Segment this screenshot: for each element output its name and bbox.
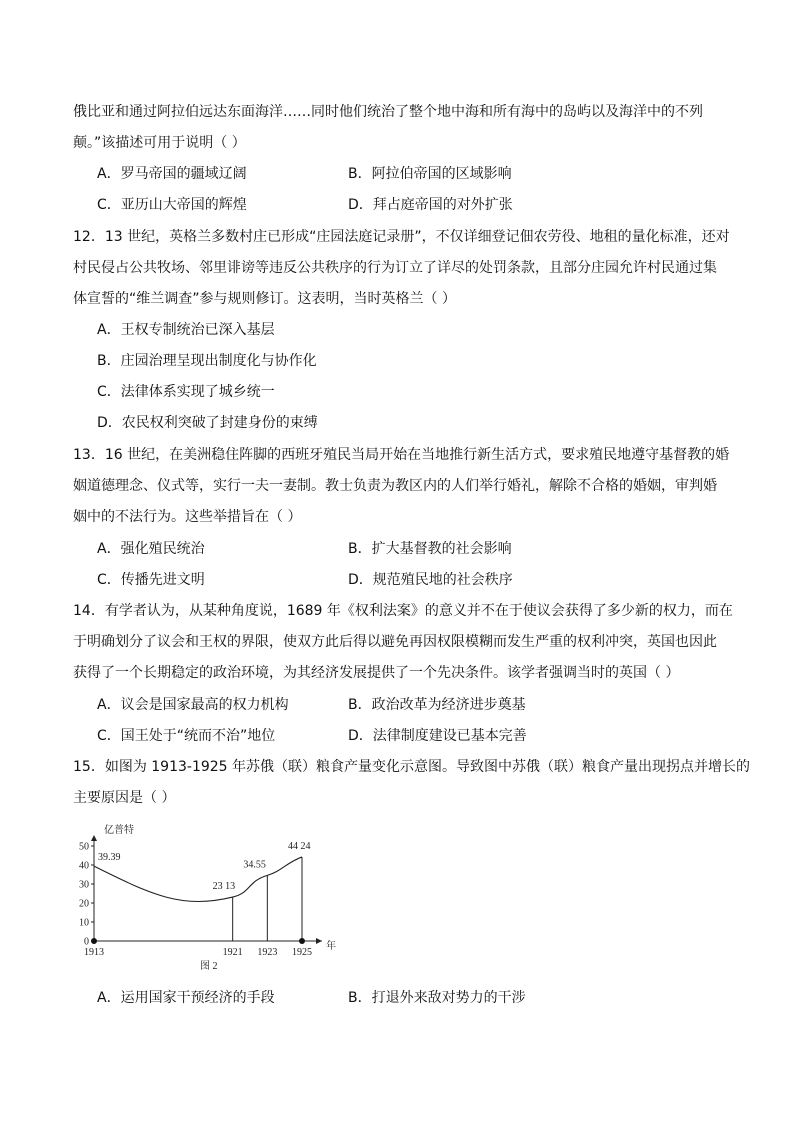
q14-option-d[interactable]: D．法律制度建设已基本完善 — [348, 728, 527, 744]
q12-option-b[interactable]: B．庄园治理呈现出制度化与协作化 — [97, 353, 317, 369]
x-tick-label: 1923 — [257, 947, 278, 958]
y-axis — [79, 835, 97, 948]
y-axis-arrow — [91, 835, 97, 841]
data-label: 44 24 — [288, 840, 311, 852]
y-tick-label: 40 — [79, 860, 89, 872]
q14-option-b[interactable]: B．政治改革为经济进步奠基 — [348, 697, 526, 713]
q13-option-b[interactable]: B．扩大基督教的社会影响 — [348, 541, 512, 557]
intro-line-1: 俄比亚和通过阿拉伯远达东面海洋……同时他们统治了整个地中海和所有海中的岛屿以及海洋中的不列 — [73, 104, 703, 120]
x-axis-arrow — [316, 938, 322, 944]
q12-line-2: 村民侵占公共牧场、邻里诽谤等违反公共秩序的行为订立了详尽的处罚条款，且部分庄园允许村民通过集 — [73, 260, 717, 276]
x-tick-label: 1921 — [222, 947, 243, 958]
q13-option-d[interactable]: D．规范殖民地的社会秩序 — [348, 572, 513, 588]
x-axis — [84, 938, 322, 958]
q12-line-1: 12．13 世纪，英格兰多数村庄已形成“庄园法庭记录册”，不仅详细登记佃农劳役、地租的量化标准，还对 — [73, 229, 730, 245]
data-label: 34.55 — [243, 859, 266, 871]
q14-line-3: 获得了一个长期稳定的政治环境，为其经济发展提供了一个先决条件。该学者强调当时的英国（ ） — [73, 665, 680, 681]
q15-line-2: 主要原因是（ ） — [73, 790, 176, 806]
chart-marks — [91, 841, 311, 944]
y-tick-label: 50 — [79, 841, 89, 853]
y-axis-unit-label: 亿普特 — [104, 825, 134, 836]
chart-caption: 图 2 — [200, 961, 218, 972]
q13-line-3: 姻中的不法行为。这些举措旨在（ ） — [73, 509, 302, 525]
x-tick-label: 1925 — [292, 947, 312, 958]
series-line — [94, 857, 302, 902]
q13-option-a[interactable]: A．强化殖民统治 — [97, 541, 205, 557]
x-tick-label: 1913 — [84, 947, 104, 958]
q13-option-c[interactable]: C．传播先进文明 — [97, 572, 205, 588]
intro-option-a[interactable]: A．罗马帝国的疆域辽阔 — [97, 166, 247, 182]
q13-line-1: 13．16 世纪，在美洲稳住阵脚的西班牙殖民当局开始在当地推行新生活方式，要求殖民地遵守基督教的婚 — [73, 447, 730, 463]
q14-option-c[interactable]: C．国王处于“统而不治”地位 — [97, 728, 276, 744]
q12-option-c[interactable]: C．法律体系实现了城乡统一 — [97, 384, 275, 400]
q12-line-3: 体宣誓的“维兰调查”参与规则修订。这表明，当时英格兰（ ） — [73, 291, 456, 307]
intro-option-d[interactable]: D．拜占庭帝国的对外扩张 — [348, 197, 513, 213]
y-tick-label: 30 — [79, 879, 89, 891]
q13-line-2: 姻道德理念、仪式等，实行一夫一妻制。教士负责为教区内的人们举行婚礼，解除不合格的婚姻，审判婚 — [73, 478, 717, 494]
q14-line-1: 14．有学者认为，从某种角度说，1689 年《权利法案》的意义并不在于使议会获得了多少新的权力，而在 — [73, 603, 733, 619]
intro-option-c[interactable]: C．亚历山大帝国的辉煌 — [97, 197, 247, 213]
q15-line-1: 15．如图为 1913-1925 年苏俄（联）粮食产量变化示意图。导致图中苏俄（联）粮食产量出现拐点并增长的 — [73, 759, 751, 775]
y-tick-label: 10 — [79, 917, 89, 929]
intro-line-2: 颠。”该描述可用于说明（ ） — [73, 135, 246, 151]
data-label: 23 13 — [212, 881, 236, 893]
q12-option-a[interactable]: A．王权专制统治已深入基层 — [97, 322, 275, 338]
axis-point — [299, 938, 305, 944]
data-label: 39.39 — [98, 852, 121, 864]
q12-option-d[interactable]: D．农民权利突破了封建身份的束缚 — [97, 415, 318, 431]
axis-point — [91, 938, 97, 944]
q15-option-a[interactable]: A．运用国家干预经济的手段 — [97, 990, 275, 1006]
q15-option-b[interactable]: B．打退外来敌对势力的干涉 — [348, 990, 526, 1006]
y-tick-label: 20 — [79, 898, 89, 910]
intro-option-b[interactable]: B．阿拉伯帝国的区域影响 — [348, 166, 512, 182]
q14-line-2: 于明确划分了议会和王权的界限，使双方此后得以避免再因权限模糊而发生严重的权利冲突，英国也因此 — [73, 634, 717, 650]
grain-output-chart — [70, 815, 350, 980]
x-axis-unit-label: 年 — [326, 941, 336, 952]
q14-option-a[interactable]: A．议会是国家最高的权力机构 — [97, 697, 289, 713]
y-tick-label: 0 — [84, 936, 89, 948]
